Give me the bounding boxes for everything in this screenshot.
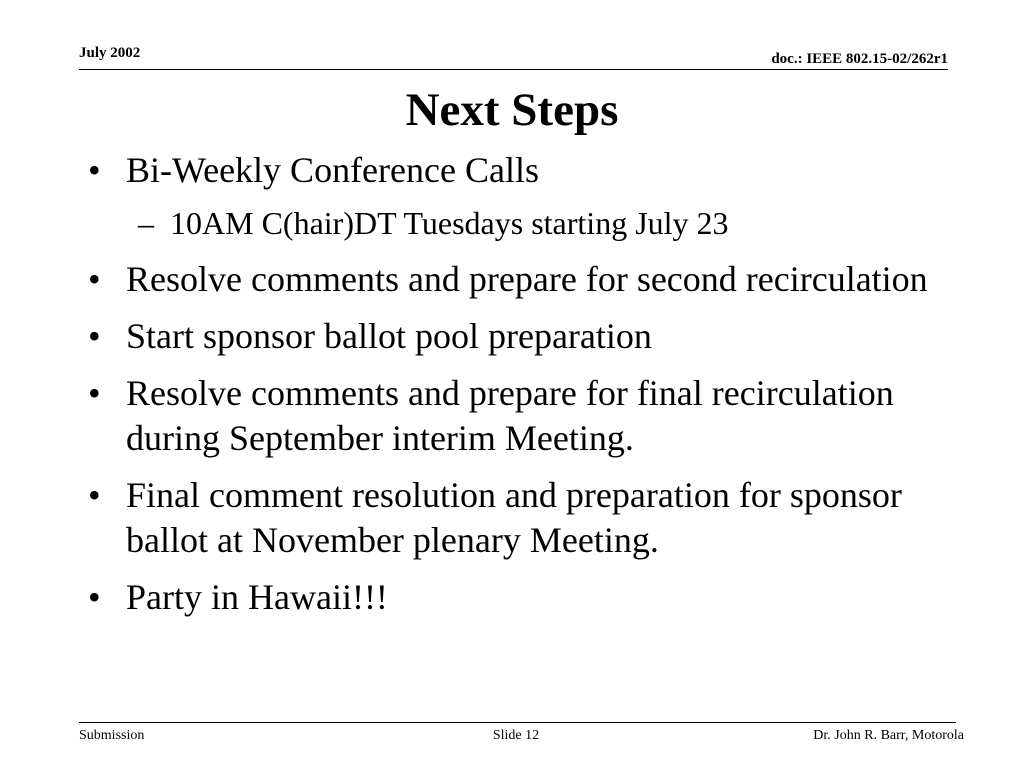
sub-bullet-text: 10AM C(hair)DT Tuesdays starting July 23 [170, 205, 729, 241]
header-date: July 2002 [79, 45, 141, 61]
bullet-glyph: • [88, 316, 101, 356]
bullet-item [82, 257, 962, 302]
bullet-text: Resolve comments and prepare for second recirculation [126, 259, 928, 299]
bullet-item [82, 148, 962, 193]
slide-title: Next Steps [405, 84, 619, 136]
bullet-glyph: • [88, 259, 101, 299]
footer-slide-number: Slide 12 [492, 728, 540, 743]
bullet-item [82, 314, 962, 359]
bullet-item [82, 371, 962, 461]
bullet-text: Start sponsor ballot pool preparation [126, 316, 652, 356]
footer-author: Dr. John R. Barr, Motorola [813, 728, 964, 743]
bullet-glyph: • [88, 373, 101, 413]
sub-bullet-glyph: – [138, 205, 154, 241]
bullet-item [82, 575, 962, 620]
bullet-glyph: • [88, 150, 101, 190]
bullet-text: Resolve comments and prepare for final recirculation during September interim Meeting. [126, 373, 894, 458]
bullet-text: Bi-Weekly Conference Calls [126, 150, 539, 190]
footer-divider [79, 722, 956, 723]
header-divider [79, 69, 948, 70]
bullet-glyph: • [88, 577, 101, 617]
bullet-list [82, 148, 962, 632]
footer-submission: Submission [79, 728, 145, 743]
bullet-text: Final comment resolution and preparation for sponsor ballot at November plenary Meeting. [126, 475, 902, 560]
sub-bullet-item [82, 203, 962, 243]
bullet-glyph: • [88, 475, 101, 515]
bullet-item [82, 473, 962, 563]
header-doc-id: doc.: IEEE 802.15-02/262r1 [771, 51, 948, 67]
bullet-text: Party in Hawaii!!! [126, 577, 388, 617]
